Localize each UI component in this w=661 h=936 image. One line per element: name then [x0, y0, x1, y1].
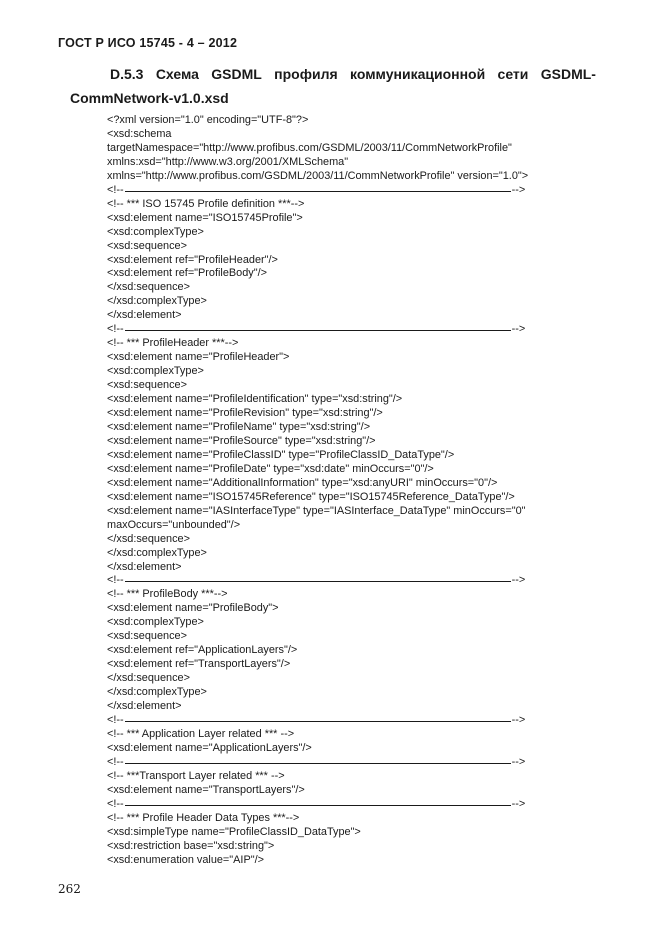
- code-line: <xsd:simpleType name="ProfileClassID_DataType">: [107, 825, 361, 838]
- code-line: <xsd:element ref="ApplicationLayers"/>: [107, 644, 298, 657]
- separator-rule: [125, 721, 511, 722]
- section-title-line-2: CommNetwork-v1.0.xsd: [70, 90, 229, 106]
- code-line: <!-- *** Profile Header Data Types ***-->: [107, 811, 300, 824]
- code-line: <xsd:element name="AdditionalInformation" type="xsd:anyURI" minOccurs="0"/>: [107, 476, 498, 489]
- code-line: <xsd:sequence>: [107, 630, 187, 643]
- code-line: </xsd:complexType>: [107, 546, 207, 559]
- code-line: <xsd:element name="ISO15745Profile">: [107, 211, 303, 224]
- comment-close: -->: [511, 183, 526, 196]
- comment-open: <!--: [107, 755, 124, 768]
- separator-comment-line: [107, 574, 587, 588]
- code-line: <xsd:element name="ProfileIdentification" type="xsd:string"/>: [107, 393, 403, 406]
- document-standard-header: ГОСТ Р ИСО 15745 - 4 – 2012: [58, 36, 238, 50]
- comment-close: -->: [511, 713, 526, 726]
- code-line: <xsd:complexType>: [107, 365, 204, 378]
- comment-open: <!--: [107, 797, 124, 810]
- code-line: <xsd:element name="ProfileRevision" type="xsd:string"/>: [107, 407, 383, 420]
- code-line: <!-- *** Application Layer related *** -->: [107, 727, 295, 740]
- comment-open: <!--: [107, 713, 124, 726]
- code-line: <!-- *** ProfileHeader ***-->: [107, 337, 239, 350]
- section-title-word: GSDML: [211, 66, 262, 82]
- code-line: <?xml version="1.0" encoding="UTF-8"?>: [107, 114, 309, 126]
- code-line: </xsd:complexType>: [107, 686, 207, 699]
- code-line: </xsd:element>: [107, 700, 182, 713]
- code-line: <!-- *** ProfileBody ***-->: [107, 588, 228, 601]
- code-line: </xsd:sequence>: [107, 532, 190, 545]
- code-line: <xsd:element ref="ProfileHeader"/>: [107, 253, 278, 266]
- code-line: <xsd:element name="ProfileSource" type="xsd:string"/>: [107, 434, 376, 447]
- code-line: <xsd:element ref="TransportLayers"/>: [107, 658, 291, 671]
- code-line: <xsd:sequence>: [107, 379, 187, 392]
- code-line: </xsd:sequence>: [107, 281, 190, 294]
- code-line: <xsd:complexType>: [107, 225, 204, 238]
- code-line: </xsd:sequence>: [107, 672, 190, 685]
- code-line: </xsd:element>: [107, 309, 182, 322]
- code-line: <xsd:schema: [107, 127, 172, 140]
- code-line: <xsd:restriction base="xsd:string">: [107, 839, 275, 852]
- code-line: <xsd:element name="TransportLayers"/>: [107, 783, 305, 796]
- code-line: <xsd:element name="ProfileDate" type="xsd:date" minOccurs="0"/>: [107, 462, 434, 475]
- section-title-line-1: [70, 62, 596, 86]
- section-number: D.5.3: [110, 66, 144, 82]
- separator-comment-line: [107, 323, 587, 337]
- comment-close: -->: [511, 574, 526, 587]
- code-line: <xsd:sequence>: [107, 239, 187, 252]
- code-line: xmlns:xsd="http://www.w3.org/2001/XMLSchema": [107, 155, 349, 168]
- code-line: maxOccurs="unbounded"/>: [107, 518, 241, 531]
- code-line: <!-- ***Transport Layer related *** -->: [107, 769, 285, 782]
- separator-comment-line: [107, 756, 587, 770]
- comment-close: -->: [511, 323, 526, 336]
- code-line: </xsd:element>: [107, 560, 182, 573]
- separator-rule: [125, 581, 511, 582]
- separator-rule: [125, 763, 511, 764]
- section-title-word: GSDML-: [540, 66, 596, 82]
- code-line: <xsd:element ref="ProfileBody"/>: [107, 267, 267, 280]
- code-line: <xsd:element name="ISO15745Reference" type="ISO15745Reference_DataType"/>: [107, 490, 515, 503]
- code-line: <xsd:element name="ProfileName" type="xsd:string"/>: [107, 420, 371, 433]
- separator-comment-line: [107, 184, 587, 198]
- comment-close: -->: [511, 797, 526, 810]
- section-title-word: профиля: [274, 66, 338, 82]
- separator-comment-line: [107, 714, 587, 728]
- code-line: <xsd:element name="ProfileBody">: [107, 602, 279, 615]
- code-line: <xsd:complexType>: [107, 616, 204, 629]
- code-line: <xsd:element name="IASInterfaceType" type="IASInterface_DataType" minOccurs="0": [107, 504, 526, 517]
- comment-open: <!--: [107, 574, 124, 587]
- xsd-code-listing: [107, 114, 587, 867]
- code-line: <xsd:enumeration value="AIP"/>: [107, 853, 264, 866]
- code-line: <!-- *** ISO 15745 Profile definition ***-->: [107, 197, 305, 210]
- section-title-word: Схема: [155, 66, 199, 82]
- page-number: 262: [58, 882, 81, 896]
- comment-open: <!--: [107, 183, 124, 196]
- code-line: <xsd:element name="ProfileClassID" type="ProfileClassID_DataType"/>: [107, 448, 455, 461]
- code-line: xmlns="http://www.profibus.com/GSDML/2003/11/CommNetworkProfile" version="1.0">: [107, 169, 529, 182]
- separator-comment-line: [107, 798, 587, 812]
- separator-rule: [125, 191, 511, 192]
- code-line: <xsd:element name="ApplicationLayers"/>: [107, 741, 312, 754]
- comment-open: <!--: [107, 323, 124, 336]
- section-title-word: коммуникационной: [350, 66, 486, 82]
- separator-rule: [125, 805, 511, 806]
- code-line: </xsd:complexType>: [107, 295, 207, 308]
- section-title-word: сети: [497, 66, 529, 82]
- section-title: [70, 62, 596, 110]
- separator-rule: [125, 330, 511, 331]
- comment-close: -->: [511, 755, 526, 768]
- code-line: <xsd:element name="ProfileHeader">: [107, 351, 290, 364]
- code-line: targetNamespace="http://www.profibus.com/GSDML/2003/11/CommNetworkProfile": [107, 141, 512, 154]
